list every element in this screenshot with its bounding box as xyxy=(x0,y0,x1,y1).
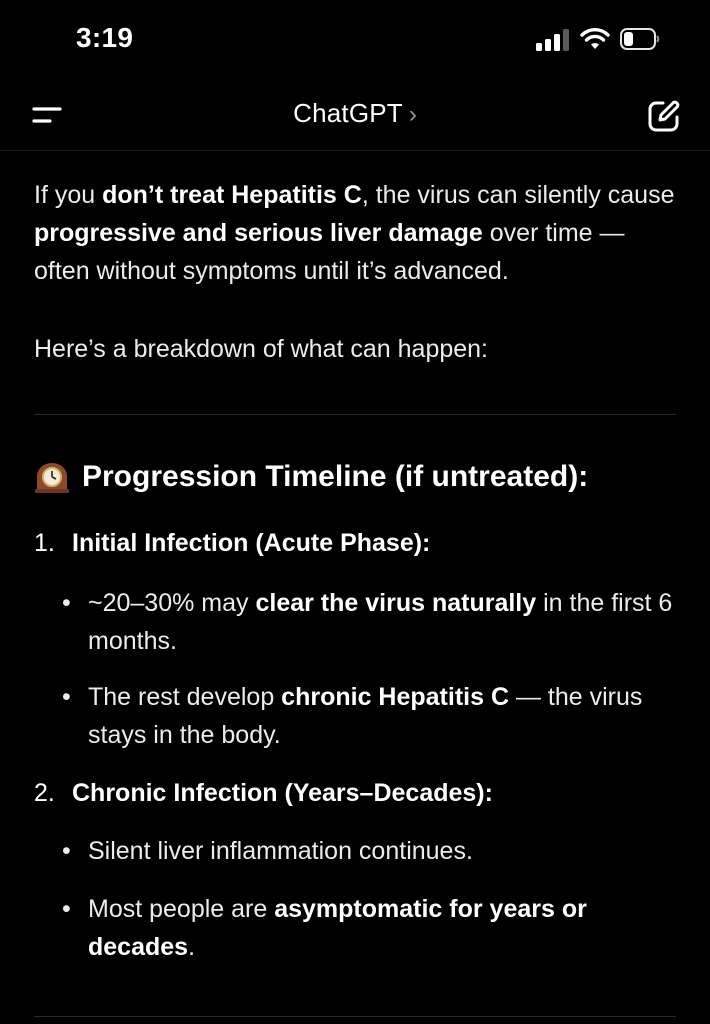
bullet-marker: • xyxy=(62,895,71,923)
bullet-marker: • xyxy=(62,837,71,865)
divider xyxy=(34,1016,676,1017)
nav-bar xyxy=(0,80,710,151)
bullet-marker: • xyxy=(62,589,71,617)
step-number: 2. xyxy=(34,779,55,807)
divider xyxy=(34,414,676,415)
cellular-signal-icon xyxy=(536,29,570,51)
status-time: 3:19 xyxy=(76,22,134,53)
chevron-right-icon: › xyxy=(408,101,417,128)
model-selector[interactable] xyxy=(0,98,710,129)
wifi-icon xyxy=(580,27,610,51)
step-title: Initial Infection (Acute Phase): xyxy=(72,529,431,557)
list-item: • ~20–30% may clear the virus naturally in the first 6 months. xyxy=(62,584,682,660)
list-item: • Silent liver inflammation continues. xyxy=(62,832,682,870)
step-title: Chronic Infection (Years–Decades): xyxy=(72,779,493,807)
battery-icon xyxy=(620,28,660,50)
status-bar xyxy=(0,0,710,80)
heading-text: Progression Timeline (if untreated): xyxy=(82,460,589,493)
list-item: • Most people are asymptomatic for years or decades. xyxy=(62,890,682,966)
bullet-marker: • xyxy=(62,683,71,711)
step-item xyxy=(34,774,493,812)
mantelpiece-clock-icon xyxy=(34,460,70,494)
step-number: 1. xyxy=(34,529,55,557)
intro-paragraph: If you don’t treat Hepatitis C, the virus can silently cause progressive and serious liver damage over time — often without symptoms until it’s advanced. xyxy=(34,181,675,285)
list-item: • The rest develop chronic Hepatitis C — the virus stays in the body. xyxy=(62,678,682,754)
step-item xyxy=(34,524,430,562)
nav-title: ChatGPT xyxy=(293,98,403,128)
breakdown-paragraph: Here’s a breakdown of what can happen: xyxy=(34,335,489,363)
compose-icon[interactable] xyxy=(646,98,682,134)
section-heading xyxy=(34,460,588,494)
